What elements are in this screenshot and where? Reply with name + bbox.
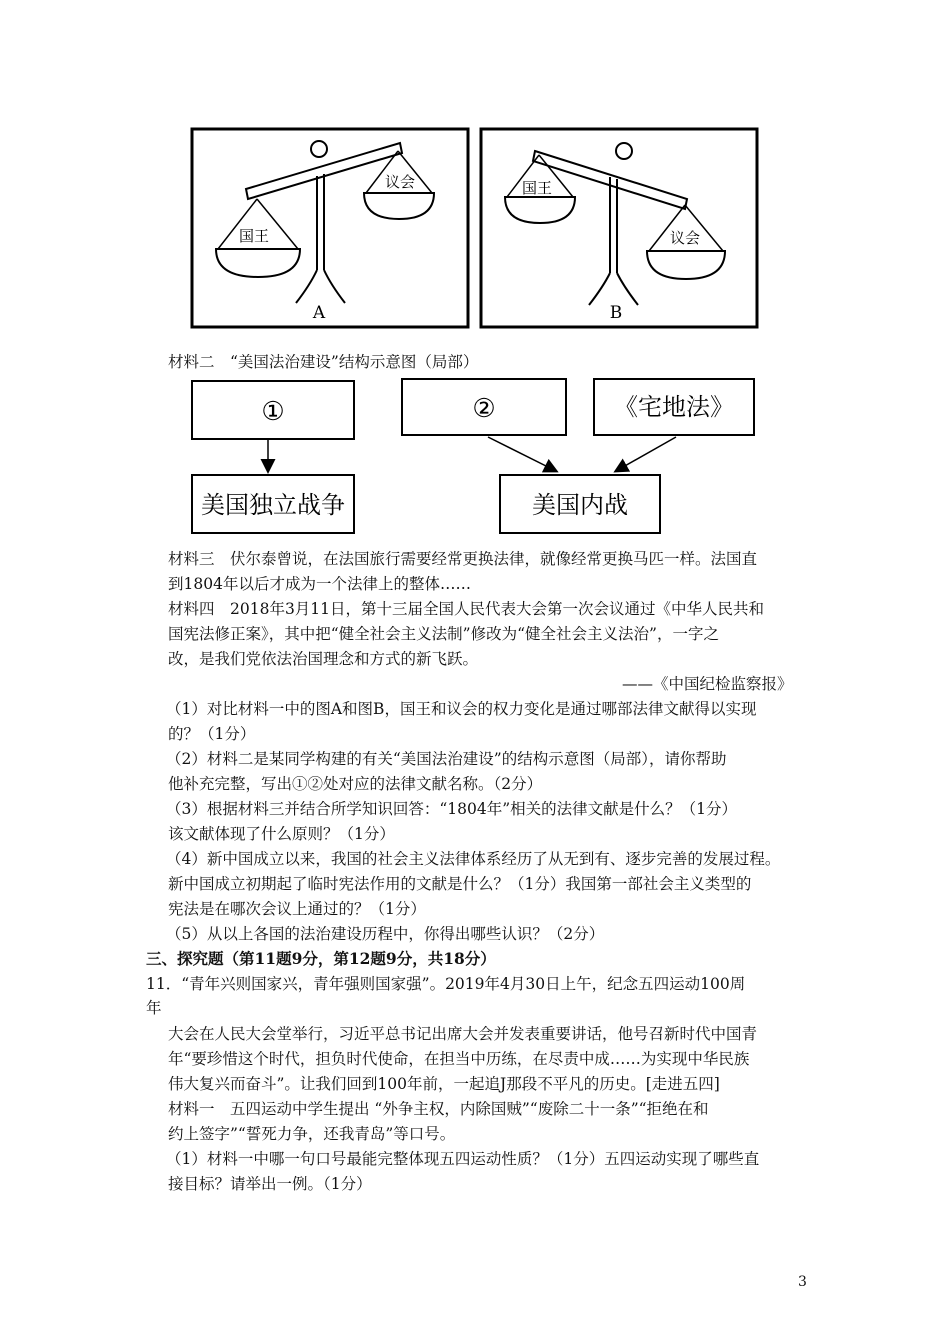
question3-line2: 该文献体现了什么原则？（1分） (168, 825, 395, 843)
box-1 (192, 381, 354, 439)
material3-line2: 到1804年以后才成为一个法律上的整体…… (168, 575, 471, 593)
panel-a (192, 129, 468, 327)
svg-text:②: ② (472, 394, 496, 424)
material4-line2: 国宪法修正案》，其中把“健全社会主义法制”修改为“健全社会主义法治”，一字之 (168, 625, 719, 643)
panel-a-letter: A (312, 303, 326, 323)
panel-b (481, 129, 757, 327)
q11-material1-line1: 材料一 五四运动中学生提出 “外争主权，内除国贼”“废除二十一条”“拒绝在和 (168, 1100, 709, 1118)
question11-line4: 年“要珍惜这个时代，担负时代使命，在担当中历练，在尽责中成……为实现中华民族 (168, 1050, 750, 1068)
us-law-structure-diagram (188, 375, 758, 540)
question11-line3: 大会在人民大会堂举行，习近平总书记出席大会并发表重要讲话，他号召新时代中国青 (168, 1025, 758, 1043)
question1-line2: 的？（1分） (168, 725, 256, 743)
arrow-3-to-5 (616, 437, 676, 471)
question5: （5）从以上各国的法治建设历程中，你得出哪些认识？（2分） (166, 925, 605, 943)
svg-text:①: ① (261, 397, 285, 427)
q11-sub1-line2: 接目标？请举出一例。（1分） (168, 1175, 372, 1193)
page-number: 3 (798, 1274, 807, 1290)
question1-line1: （1）对比材料一中的图A和图B，国王和议会的权力变化是通过哪部法律文献得以实现 (166, 700, 757, 718)
box-5 (500, 475, 660, 533)
arrow-2-to-5 (488, 437, 556, 471)
question4-line3: 宪法是在哪次会议上通过的？（1分） (168, 900, 426, 918)
question4-line1: （4）新中国成立以来，我国的社会主义法律体系经历了从无到有、逐步完善的发展过程。 (166, 850, 781, 868)
question2-line1: （2）材料二是某同学构建的有关“美国法治建设”的结构示意图（局部），请你帮助 (166, 750, 727, 768)
material3-line1: 材料三 伏尔泰曾说，在法国旅行需要经常更换法律，就像经常更换马匹一样。法国直 (168, 550, 758, 568)
material4-line1: 材料四 2018年3月11日，第十三届全国人民代表大会第一次会议通过《中华人民共和 (168, 600, 765, 618)
box-3 (594, 379, 754, 435)
material2-caption: 材料二 “美国法治建设”结构示意图（局部） (168, 353, 479, 371)
panel-b-parliament-label: 议会 (669, 229, 701, 247)
balance-scale-figure (188, 125, 763, 330)
material4-source: ——《中国纪检监察报》 (622, 675, 793, 693)
svg-text:美国内战: 美国内战 (532, 491, 628, 519)
svg-text:《宅地法》: 《宅地法》 (614, 393, 734, 421)
panel-b-letter: B (609, 303, 623, 323)
question11-line1: 11．“青年兴则国家兴，青年强则国家强”。2019年4月30日上午，纪念五四运动100周 (146, 975, 746, 993)
panel-b-king-label: 国王 (521, 179, 553, 197)
material4-line3: 改，是我们党依法治国理念和方式的新飞跃。 (168, 650, 479, 668)
question3-line1: （3）根据材料三并结合所学知识回答：“1804年”相关的法律文献是什么？（1分） (166, 800, 738, 818)
question11-line2: 年 (146, 999, 162, 1017)
q11-sub1-line1: （1）材料一中哪一句口号最能完整体现五四运动性质？（1分）五四运动实现了哪些直 (166, 1150, 760, 1168)
question2-line2: 他补充完整，写出①②处对应的法律文献名称。（2分） (168, 775, 543, 793)
section3-heading: 三、探究题（第11题9分，第12题9分，共18分） (146, 949, 496, 968)
question4-line2: 新中国成立初期起了临时宪法作用的文献是什么？（1分）我国第一部社会主义类型的 (168, 875, 752, 893)
box-2 (402, 379, 566, 435)
q11-material1-line2: 约上签字”“誓死力争，还我青岛”等口号。 (168, 1125, 456, 1143)
panel-a-parliament-label: 议会 (384, 173, 416, 191)
box-4 (192, 475, 354, 533)
panel-a-king-label: 国王 (238, 227, 270, 245)
svg-text:美国独立战争: 美国独立战争 (201, 491, 345, 519)
question11-line5: 伟大复兴而奋斗”。让我们回到100年前，一起追J那段不平凡的历史。[走进五四] (168, 1075, 720, 1093)
